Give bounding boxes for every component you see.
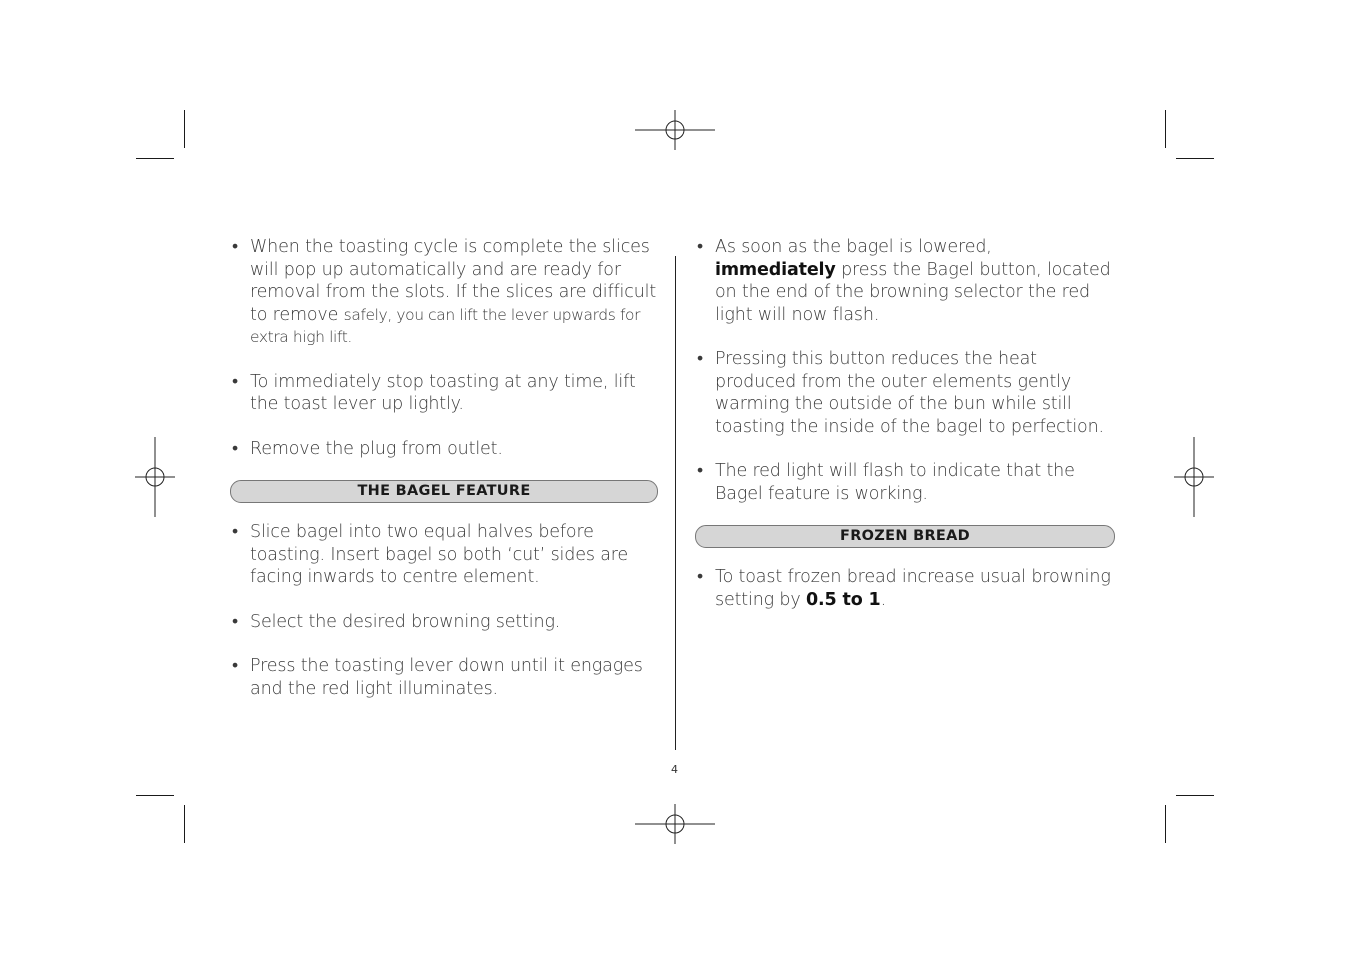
page-number: 4	[671, 763, 678, 776]
list-item: • Select the desired browning setting.	[230, 611, 658, 634]
registration-mark-icon	[635, 804, 715, 844]
left-column	[230, 236, 658, 700]
bullet-text-continued: safely, you can lift the lever upwards for extra high lift.	[250, 305, 641, 346]
crop-mark	[1176, 795, 1214, 796]
registration-mark-icon	[1174, 437, 1214, 517]
section-heading-bagel-feature: THE BAGEL FEATURE	[230, 480, 658, 503]
list-item: • Remove the plug from outlet.	[230, 438, 658, 461]
crop-mark	[184, 805, 185, 843]
list-item	[695, 566, 1115, 611]
crop-mark	[1165, 805, 1166, 843]
list-item: • Pressing this button reduces the heat produced from the outer elements gently warming the outside of the bun while still toasting the inside of the bagel to perfection.	[695, 348, 1115, 438]
list-item: • To immediately stop toasting at any time, lift the toast lever up lightly.	[230, 371, 658, 416]
list-item	[695, 236, 1115, 326]
bold-emphasis: immediately	[715, 259, 836, 280]
bold-emphasis: 0.5 to 1	[806, 589, 881, 610]
crop-mark	[1176, 158, 1214, 159]
list-item: • Slice bagel into two equal halves before toasting. Insert bagel so both ‘cut’ sides are facing inwards to centre element.	[230, 521, 658, 589]
crop-mark	[136, 795, 174, 796]
crop-mark	[184, 110, 185, 148]
registration-mark-icon	[635, 110, 715, 150]
bullet-text: To toast frozen bread increase usual browning setting by	[715, 567, 1111, 610]
right-column	[695, 236, 1115, 611]
registration-mark-icon	[135, 437, 175, 517]
section-heading-frozen-bread: FROZEN BREAD	[695, 525, 1115, 548]
bullet-text: When the toasting cycle is complete the slices will pop up automatically and are ready for removal from the slots. If the slices are difficult to remove	[250, 237, 657, 325]
column-divider	[675, 256, 676, 750]
list-item: • Press the toasting lever down until it engages and the red light illuminates.	[230, 655, 658, 700]
bullet-text: As soon as the bagel is lowered,	[715, 237, 992, 257]
bullet-text: press the Bagel button, located on the end of the browning selector the red light will now flash.	[715, 259, 1111, 325]
bullet-text: .	[880, 589, 886, 610]
list-item: • The red light will flash to indicate that the Bagel feature is working.	[695, 460, 1115, 505]
crop-mark	[1165, 110, 1166, 148]
list-item	[230, 236, 658, 349]
crop-mark	[136, 158, 174, 159]
